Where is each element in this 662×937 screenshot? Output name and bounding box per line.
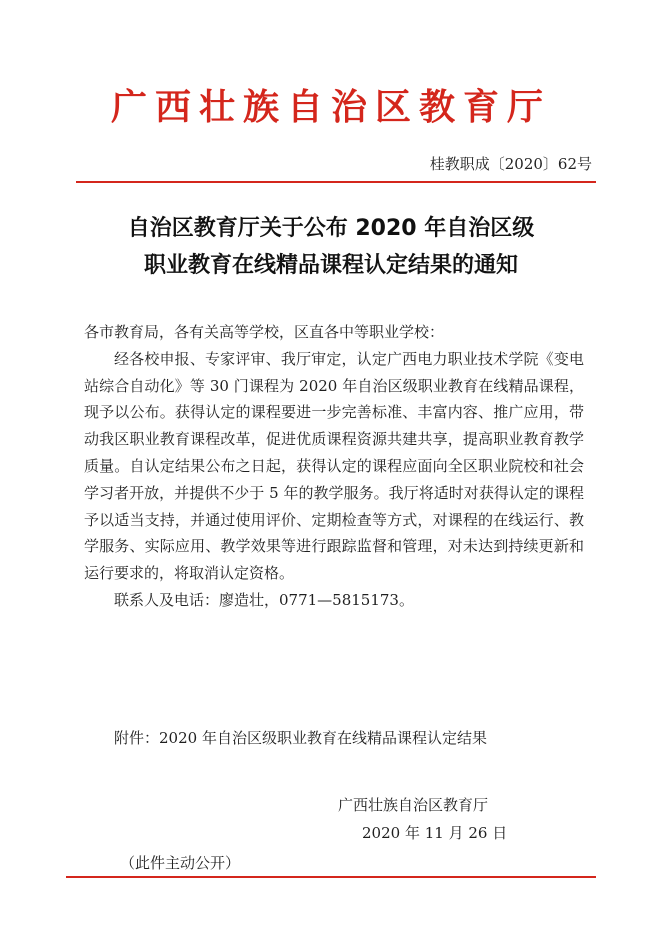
contact-line: 联系人及电话：廖造壮，0771—5815173。 <box>114 590 414 609</box>
attachment-line: 附件：2020 年自治区级职业教育在线精品课程认定结果 <box>114 729 487 747</box>
issuer-name: 广西壮族自治区教育厅 <box>338 796 489 814</box>
red-divider-top <box>76 181 596 183</box>
red-divider-bottom <box>66 876 596 878</box>
document-number: 桂教职成〔2020〕62号 <box>429 155 592 173</box>
salutation: 各市教育局，各有关高等学校，区直各中等职业学校： <box>84 323 445 341</box>
title-line-2: 职业教育在线精品课程认定结果的通知 <box>143 253 518 278</box>
letterhead: 广西壮族自治区教育厅 <box>110 86 551 128</box>
issue-date: 2020 年 11 月 26 日 <box>362 824 508 842</box>
title-line-1: 自治区教育厅关于公布 2020 年自治区级 <box>127 216 535 241</box>
public-disclosure-note: （此件主动公开） <box>120 854 241 872</box>
body-paragraph: 经各校申报、专家评审、我厅审定，认定广西电力职业技术学院《变电站综合自动化》等 30 门课程为 2020 年自治区级职业教育在线精品课程，现予以公布。获得认定的课程要进一步完善标准、丰富内容、推广应用，带动我区职业教育课程改革，促进优质课程资源共建共享，提高职业教育教学质量。自认定结果公布之日起，获得认定的课程应面向全区职业院校和社会学习者开放，并提供不少于 5 年的教学服务。我厅将适时对获得认定的课程予以适当支持，并通过使用评价、定期检查等方式，对课程的在线运行、教学服务、实际应用、教学效果等进行跟踪监督和管理，对未达到持续更新和运行要求的，将取消认定资格。 <box>84 349 584 583</box>
document-title <box>60 210 602 284</box>
document-body <box>84 319 584 614</box>
